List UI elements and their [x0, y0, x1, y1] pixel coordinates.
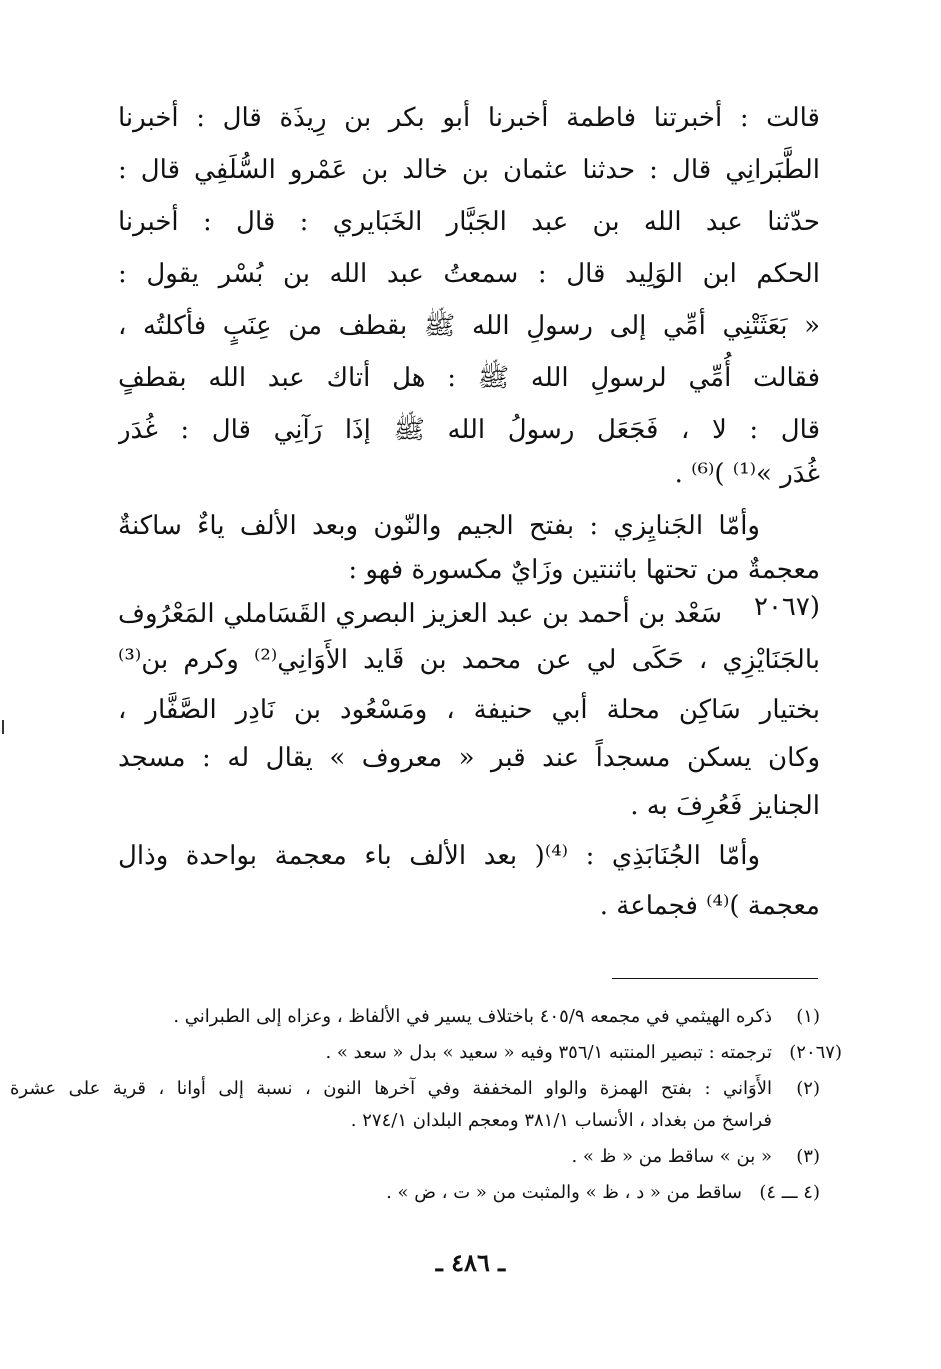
footnote-number: (٢): [796, 1078, 820, 1099]
text-line: الطَّبَرانِي قال : حدثنا عثمان بن خالد بن عَمْرو السُّلَفِي قال :: [118, 155, 820, 185]
footnote-separator: [612, 978, 818, 979]
entry-block: [118, 592, 820, 852]
footnote-number: (٢٠٦٧): [789, 1042, 842, 1063]
margin-mark: [2, 720, 4, 734]
footnote-number: (١): [796, 1006, 820, 1027]
page-number: ـ ٤٨٦ ـ: [435, 1248, 506, 1277]
text-line: « بَعَثَتْنِي أمِّي إلى رسولِ الله ﷺ بقطف من عِنَبٍ فأكلتُه ،: [118, 311, 820, 341]
text-line: قال : لا ، فَجَعَل رسولُ الله ﷺ إذَا رَآنِي قال : غُدَر: [118, 415, 820, 445]
text-line: وأمّا الجُنَابَذِي : ⁽⁴⁾( بعد الألف باء معجمة بواحدة وذال: [118, 841, 760, 871]
entry-line: وكان يسكن مسجداً عند قبر « معروف » يقال له : مسجد: [118, 743, 820, 773]
footnote-2-continued: [70, 1106, 830, 1136]
text-line: حدّثنا عبد الله بن عبد الجَبَّار الخَبَايري : قال : أخبرنا: [118, 207, 820, 237]
footnote-text: فراسخ من بغداد ، الأنساب ٣٨١/١ ومعجم البلدان ٢٧٤/١ .: [350, 1110, 772, 1131]
entry-line: بختيار سَاكِن محلة أبي حنيفة ، ومَسْعُود بن نَادِر الصَّفَّار ،: [118, 695, 820, 725]
text-line: فقالت أُمِّي لرسولِ الله ﷺ : هل أتاك عبد الله بقطفٍ: [118, 363, 820, 393]
footnote-2067: [70, 1038, 842, 1068]
text-line: الحكم ابن الوَلِيد قال : سمعتُ عبد الله بن بُسْر يقول :: [118, 259, 820, 289]
footnote-3: [70, 1142, 830, 1172]
footnote-text: ترجمته : تبصير المنتبه ٣٥٦/١ وفيه « سعيد » بدل « سعد » .: [325, 1042, 772, 1063]
footnote-2: [10, 1074, 830, 1104]
entry-line: بالجَنَايْزِي ، حَكَى لي عن محمد بن قَايد الأَوَانِي⁽²⁾ وكرم بن⁽³⁾: [118, 645, 820, 675]
footnote-number: (٤ ـــ ٤): [759, 1182, 820, 1203]
footnote-4: [70, 1178, 830, 1208]
entry-line: سَعْد بن أحمد بن عبد العزيز البصري القَسَاملي المَعْرُوف: [118, 599, 722, 629]
text-line: غُدَر »⁽¹⁾ )⁽⁶⁾ .: [674, 459, 820, 489]
footnote-1: [70, 1002, 830, 1032]
footnote-text: الأَوَاني : بفتح الهمزة والواو المخففة وفي آخرها النون ، نسبة إلى أوانا ، قرية على عشرة: [10, 1078, 772, 1099]
footnotes: [10, 1002, 842, 1222]
footnote-text: ساقط من « د ، ظ » والمثبت من « ت ، ض » .: [386, 1182, 742, 1203]
paragraph-start: وأمّا الجَنايِزي : بفتح الجيم والنّون وبعد الألف ياءٌ ساكنةٌ: [118, 511, 760, 541]
text-line: معجمةٌ من تحتها باثنتين وزَايٌ مكسورة فهو :: [348, 555, 820, 585]
text-line: قالت : أخبرتنا فاطمة أخبرنا أبو بكر بن رِيذَة قال : أخبرنا: [118, 103, 820, 133]
entry-line: الجنايز فَعُرِفَ به .: [630, 791, 820, 821]
footnote-number: (٣): [796, 1146, 820, 1167]
footnote-text: ذكره الهيثمي في مجمعه ٤٠٥/٩ باختلاف يسير في الألفاظ ، وعزاه إلى الطبراني .: [173, 1006, 772, 1027]
footnote-text: « بن » ساقط من « ظ » .: [571, 1146, 772, 1167]
final-paragraph: [118, 834, 820, 934]
text-line: معجمة )⁽⁴⁾ فجماعة .: [599, 891, 820, 921]
entry-number: (٢٠٦٧: [753, 592, 820, 622]
